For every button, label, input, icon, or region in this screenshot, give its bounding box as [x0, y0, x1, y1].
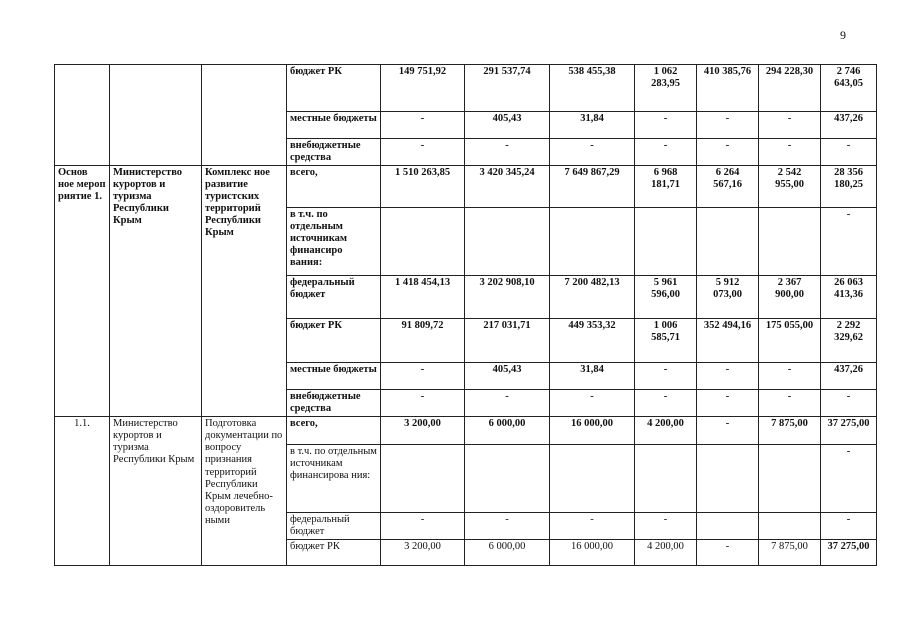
value-cell-2022: 405,43 — [465, 363, 550, 390]
value-cell-2025: 352 494,16 — [697, 319, 759, 363]
source-cell: местные бюджеты — [287, 112, 381, 139]
activity-number-cell: Основ ное мероп риятие 1. — [55, 166, 110, 417]
source-cell: бюджет РК — [287, 540, 381, 566]
source-cell: в т.ч. по отдельным источникам финансиро вания: — [287, 208, 381, 276]
value-cell-2023: 538 455,38 — [550, 65, 635, 112]
page-number: 9 — [840, 28, 846, 42]
value-cell-2022: 6 000,00 — [465, 417, 550, 445]
source-cell: бюджет РК — [287, 319, 381, 363]
value-cell-2025: 5 912 073,00 — [697, 276, 759, 319]
value-cell-total: 437,26 — [821, 112, 877, 139]
value-cell-2022: - — [465, 139, 550, 166]
value-cell-2023: - — [550, 139, 635, 166]
value-cell-2026: - — [759, 139, 821, 166]
value-cell-2023: - — [550, 390, 635, 417]
value-cell-2021: - — [381, 390, 465, 417]
value-cell-2024: - — [635, 513, 697, 540]
activity-name-cell: Комплекс ное развитие туристских территорий Республики Крым — [202, 166, 287, 417]
activity-name-cell: Подготовка документации по вопросу признания территорий Республики Крым лечебно-оздоровитель ными — [202, 417, 287, 566]
source-cell: всего, — [287, 417, 381, 445]
value-cell-2022: 217 031,71 — [465, 319, 550, 363]
value-cell-2021: 1 510 263,85 — [381, 166, 465, 208]
value-cell-2021 — [381, 445, 465, 513]
value-cell-2025: - — [697, 540, 759, 566]
value-cell-2023: 16 000,00 — [550, 417, 635, 445]
value-cell-total: - — [821, 139, 877, 166]
value-cell-2025: - — [697, 417, 759, 445]
activity-number-cell: 1.1. — [55, 417, 110, 566]
value-cell-2023 — [550, 445, 635, 513]
value-cell-total: - — [821, 513, 877, 540]
value-cell-2023: - — [550, 513, 635, 540]
value-cell-2026 — [759, 208, 821, 276]
value-cell-2023: 31,84 — [550, 112, 635, 139]
value-cell-total: - — [821, 208, 877, 276]
value-cell-2021: 149 751,92 — [381, 65, 465, 112]
value-cell-2024: 1 006 585,71 — [635, 319, 697, 363]
value-cell-2024: 6 968 181,71 — [635, 166, 697, 208]
table-row — [55, 166, 877, 208]
source-cell: бюджет РК — [287, 65, 381, 112]
value-cell-2022: 6 000,00 — [465, 540, 550, 566]
value-cell-2025 — [697, 445, 759, 513]
value-cell-2021: 3 200,00 — [381, 540, 465, 566]
cell-number-empty — [55, 65, 110, 166]
value-cell-total: 26 063 413,36 — [821, 276, 877, 319]
value-cell-2021: - — [381, 112, 465, 139]
value-cell-2025: 6 264 567,16 — [697, 166, 759, 208]
value-cell-2023: 16 000,00 — [550, 540, 635, 566]
value-cell-2022: 3 420 345,24 — [465, 166, 550, 208]
value-cell-2025 — [697, 208, 759, 276]
value-cell-2026: 2 542 955,00 — [759, 166, 821, 208]
value-cell-2021: - — [381, 139, 465, 166]
value-cell-total: - — [821, 390, 877, 417]
value-cell-2026: - — [759, 363, 821, 390]
value-cell-2025: - — [697, 363, 759, 390]
responsible-org-cell: Министерство курортов и туризма Республики Крым — [110, 166, 202, 417]
value-cell-2023: 7 649 867,29 — [550, 166, 635, 208]
value-cell-2026: 2 367 900,00 — [759, 276, 821, 319]
value-cell-total: 2 746 643,05 — [821, 65, 877, 112]
value-cell-2021: 91 809,72 — [381, 319, 465, 363]
value-cell-2022: 291 537,74 — [465, 65, 550, 112]
source-cell: местные бюджеты — [287, 363, 381, 390]
cell-org-empty — [110, 65, 202, 166]
value-cell-2026: 7 875,00 — [759, 417, 821, 445]
value-cell-2022 — [465, 445, 550, 513]
value-cell-2026 — [759, 513, 821, 540]
value-cell-2025: - — [697, 390, 759, 417]
value-cell-2022: 3 202 908,10 — [465, 276, 550, 319]
source-cell: всего, — [287, 166, 381, 208]
value-cell-2024: 4 200,00 — [635, 540, 697, 566]
table-row — [55, 65, 877, 112]
source-cell: федеральный бюджет — [287, 513, 381, 540]
value-cell-2021: - — [381, 363, 465, 390]
source-cell: федеральный бюджет — [287, 276, 381, 319]
value-cell-2021 — [381, 208, 465, 276]
value-cell-2025: - — [697, 112, 759, 139]
table-row — [55, 417, 877, 445]
value-cell-2024 — [635, 445, 697, 513]
value-cell-2022: - — [465, 390, 550, 417]
value-cell-2024: - — [635, 390, 697, 417]
value-cell-2023: 31,84 — [550, 363, 635, 390]
value-cell-2022: - — [465, 513, 550, 540]
value-cell-2025: 410 385,76 — [697, 65, 759, 112]
value-cell-2026: - — [759, 390, 821, 417]
value-cell-2026: 175 055,00 — [759, 319, 821, 363]
value-cell-2021: 1 418 454,13 — [381, 276, 465, 319]
value-cell-2024: - — [635, 363, 697, 390]
value-cell-2022: 405,43 — [465, 112, 550, 139]
value-cell-2023: 7 200 482,13 — [550, 276, 635, 319]
value-cell-2026: - — [759, 112, 821, 139]
value-cell-total: 437,26 — [821, 363, 877, 390]
value-cell-2025: - — [697, 139, 759, 166]
source-cell: внебюджетные средства — [287, 139, 381, 166]
value-cell-total: 28 356 180,25 — [821, 166, 877, 208]
value-cell-2026 — [759, 445, 821, 513]
value-cell-2026: 7 875,00 — [759, 540, 821, 566]
source-cell: в т.ч. по отдельным источникам финансирова ния: — [287, 445, 381, 513]
responsible-org-cell: Министерство курортов и туризма Республики Крым — [110, 417, 202, 566]
value-cell-total: - — [821, 445, 877, 513]
value-cell-2025 — [697, 513, 759, 540]
value-cell-2023: 449 353,32 — [550, 319, 635, 363]
value-cell-total: 37 275,00 — [821, 417, 877, 445]
value-cell-2023 — [550, 208, 635, 276]
value-cell-total: 37 275,00 — [821, 540, 877, 566]
value-cell-2024: 5 961 596,00 — [635, 276, 697, 319]
value-cell-2024 — [635, 208, 697, 276]
value-cell-2021: 3 200,00 — [381, 417, 465, 445]
budget-table — [54, 64, 877, 566]
value-cell-2021: - — [381, 513, 465, 540]
value-cell-2024: 4 200,00 — [635, 417, 697, 445]
value-cell-2024: 1 062 283,95 — [635, 65, 697, 112]
source-cell: внебюджетные средства — [287, 390, 381, 417]
cell-name-empty — [202, 65, 287, 166]
value-cell-2024: - — [635, 139, 697, 166]
value-cell-2024: - — [635, 112, 697, 139]
value-cell-total: 2 292 329,62 — [821, 319, 877, 363]
value-cell-2026: 294 228,30 — [759, 65, 821, 112]
value-cell-2022 — [465, 208, 550, 276]
